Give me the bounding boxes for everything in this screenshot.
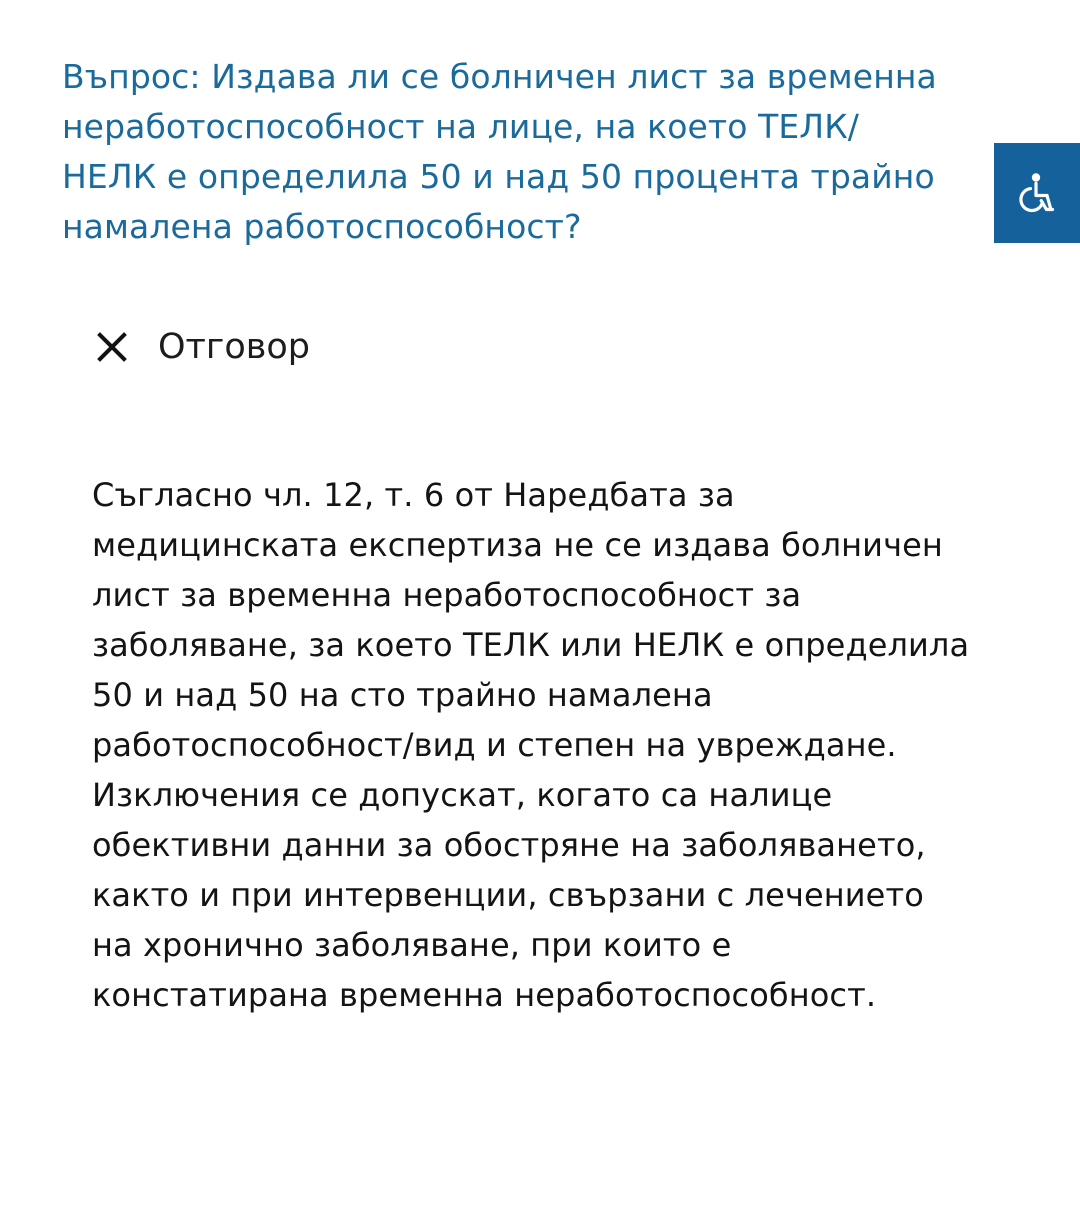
accessibility-widget-button[interactable] xyxy=(994,143,1080,243)
answer-text: Съгласно чл. 12, т. 6 от Наредбата за медицинската експертиза не се издава болничен лист за временна неработоспособност за заболяване, за което ТЕЛК или НЕЛК е определила 50 и над 50 на сто трайно намалена работоспособност/вид и степен на увреждане. Изключения се допускат, когато са налице обективни данни за обостряне на заболяването, както и при интервенции, свързани с лечението на хронично заболяване, при които е констатирана временна неработоспособност. xyxy=(92,476,970,1014)
close-x-icon[interactable] xyxy=(92,327,132,367)
page-title: Въпрос: Издава ли се болничен лист за временна неработоспособност на лице, на което ТЕЛК/НЕЛК е определила 50 и над 50 процента трайно намалена работоспособност? xyxy=(62,57,937,247)
answer-toggle-label: Отговор xyxy=(158,327,310,367)
wheelchair-accessibility-icon xyxy=(1017,171,1057,215)
answer-toggle[interactable] xyxy=(92,327,310,367)
